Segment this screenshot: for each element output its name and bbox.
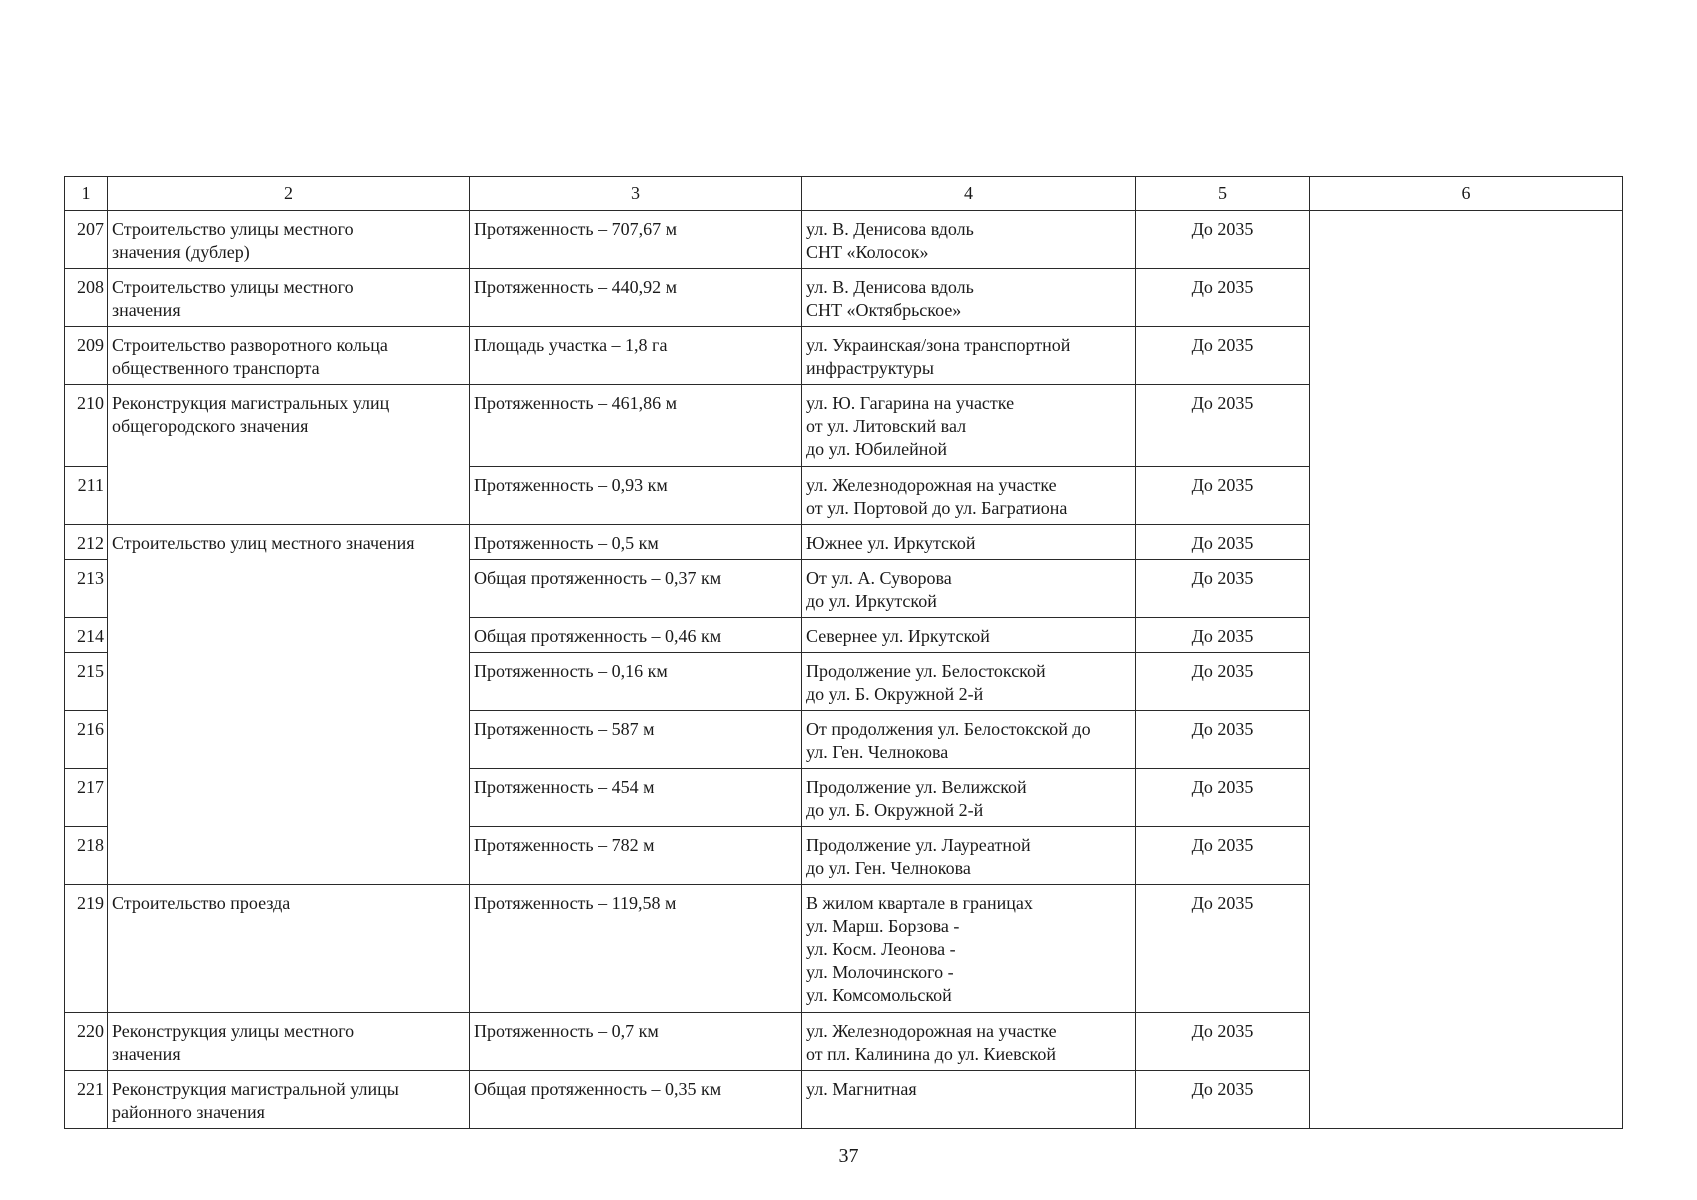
event-metric: Общая протяженность – 0,46 км <box>470 618 802 653</box>
event-metric: Протяженность – 0,7 км <box>470 1013 802 1071</box>
event-name: Строительство улицы местного значения <box>108 269 470 327</box>
event-location: Продолжение ул. Лауреатной до ул. Ген. Челнокова <box>802 827 1136 885</box>
row-number: 214 <box>65 618 108 653</box>
event-metric: Протяженность – 782 м <box>470 827 802 885</box>
event-name: Строительство улицы местного значения (дублер) <box>108 211 470 269</box>
event-term: До 2035 <box>1136 618 1310 653</box>
event-term: До 2035 <box>1136 525 1310 560</box>
event-metric: Протяженность – 454 м <box>470 769 802 827</box>
header-cell: 6 <box>1310 177 1623 211</box>
column-6-cell <box>1310 211 1623 1129</box>
event-location: В жилом квартале в границах ул. Марш. Борзова - ул. Косм. Леонова - ул. Молочинского - ул. Комсомольской <box>802 885 1136 1013</box>
event-name: Строительство улиц местного значения <box>108 525 470 885</box>
row-number: 219 <box>65 885 108 1013</box>
page-number: 37 <box>838 1145 859 1167</box>
row-number: 207 <box>65 211 108 269</box>
event-metric: Протяженность – 461,86 м <box>470 385 802 467</box>
event-term: До 2035 <box>1136 653 1310 711</box>
table-row <box>65 211 1623 269</box>
event-location: Продолжение ул. Велижской до ул. Б. Окружной 2-й <box>802 769 1136 827</box>
event-location: Продолжение ул. Белостокской до ул. Б. Окружной 2-й <box>802 653 1136 711</box>
event-metric: Протяженность – 0,5 км <box>470 525 802 560</box>
event-location: ул. В. Денисова вдоль СНТ «Октябрьское» <box>802 269 1136 327</box>
event-term: До 2035 <box>1136 1013 1310 1071</box>
event-location: ул. Магнитная <box>802 1071 1136 1129</box>
header-cell: 5 <box>1136 177 1310 211</box>
header-cell: 3 <box>470 177 802 211</box>
row-number: 210 <box>65 385 108 467</box>
event-metric: Общая протяженность – 0,37 км <box>470 560 802 618</box>
event-location: ул. Ю. Гагарина на участке от ул. Литовский вал до ул. Юбилейной <box>802 385 1136 467</box>
event-metric: Общая протяженность – 0,35 км <box>470 1071 802 1129</box>
event-name: Строительство проезда <box>108 885 470 1013</box>
header-cell: 4 <box>802 177 1136 211</box>
event-name: Реконструкция улицы местного значения <box>108 1013 470 1071</box>
event-location: ул. Железнодорожная на участке от ул. Портовой до ул. Багратиона <box>802 467 1136 525</box>
row-number: 213 <box>65 560 108 618</box>
header-cell: 1 <box>65 177 108 211</box>
row-number: 221 <box>65 1071 108 1129</box>
event-location: От продолжения ул. Белостокской до ул. Ген. Челнокова <box>802 711 1136 769</box>
event-metric: Протяженность – 0,16 км <box>470 653 802 711</box>
event-term: До 2035 <box>1136 327 1310 385</box>
event-term: До 2035 <box>1136 885 1310 1013</box>
event-term: До 2035 <box>1136 1071 1310 1129</box>
table-header-row <box>65 177 1623 211</box>
event-term: До 2035 <box>1136 827 1310 885</box>
event-location: Севернее ул. Иркутской <box>802 618 1136 653</box>
event-name: Реконструкция магистральных улиц общегородского значения <box>108 385 470 525</box>
event-name: Строительство разворотного кольца общественного транспорта <box>108 327 470 385</box>
row-number: 220 <box>65 1013 108 1071</box>
row-number: 217 <box>65 769 108 827</box>
event-term: До 2035 <box>1136 711 1310 769</box>
event-metric: Протяженность – 707,67 м <box>470 211 802 269</box>
event-location: Южнее ул. Иркутской <box>802 525 1136 560</box>
header-cell: 2 <box>108 177 470 211</box>
row-number: 208 <box>65 269 108 327</box>
event-term: До 2035 <box>1136 560 1310 618</box>
event-metric: Протяженность – 0,93 км <box>470 467 802 525</box>
row-number: 215 <box>65 653 108 711</box>
event-location: ул. Железнодорожная на участке от пл. Калинина до ул. Киевской <box>802 1013 1136 1071</box>
event-location: ул. В. Денисова вдоль СНТ «Колосок» <box>802 211 1136 269</box>
event-term: До 2035 <box>1136 211 1310 269</box>
row-number: 218 <box>65 827 108 885</box>
row-number: 216 <box>65 711 108 769</box>
projects-table <box>64 176 1623 1129</box>
event-term: До 2035 <box>1136 385 1310 467</box>
event-metric: Протяженность – 119,58 м <box>470 885 802 1013</box>
row-number: 212 <box>65 525 108 560</box>
event-location: ул. Украинская/зона транспортной инфраструктуры <box>802 327 1136 385</box>
event-term: До 2035 <box>1136 269 1310 327</box>
row-number: 211 <box>65 467 108 525</box>
event-term: До 2035 <box>1136 467 1310 525</box>
row-number: 209 <box>65 327 108 385</box>
event-name: Реконструкция магистральной улицы районного значения <box>108 1071 470 1129</box>
event-term: До 2035 <box>1136 769 1310 827</box>
event-metric: Протяженность – 440,92 м <box>470 269 802 327</box>
event-metric: Протяженность – 587 м <box>470 711 802 769</box>
event-metric: Площадь участка – 1,8 га <box>470 327 802 385</box>
event-location: От ул. А. Суворова до ул. Иркутской <box>802 560 1136 618</box>
